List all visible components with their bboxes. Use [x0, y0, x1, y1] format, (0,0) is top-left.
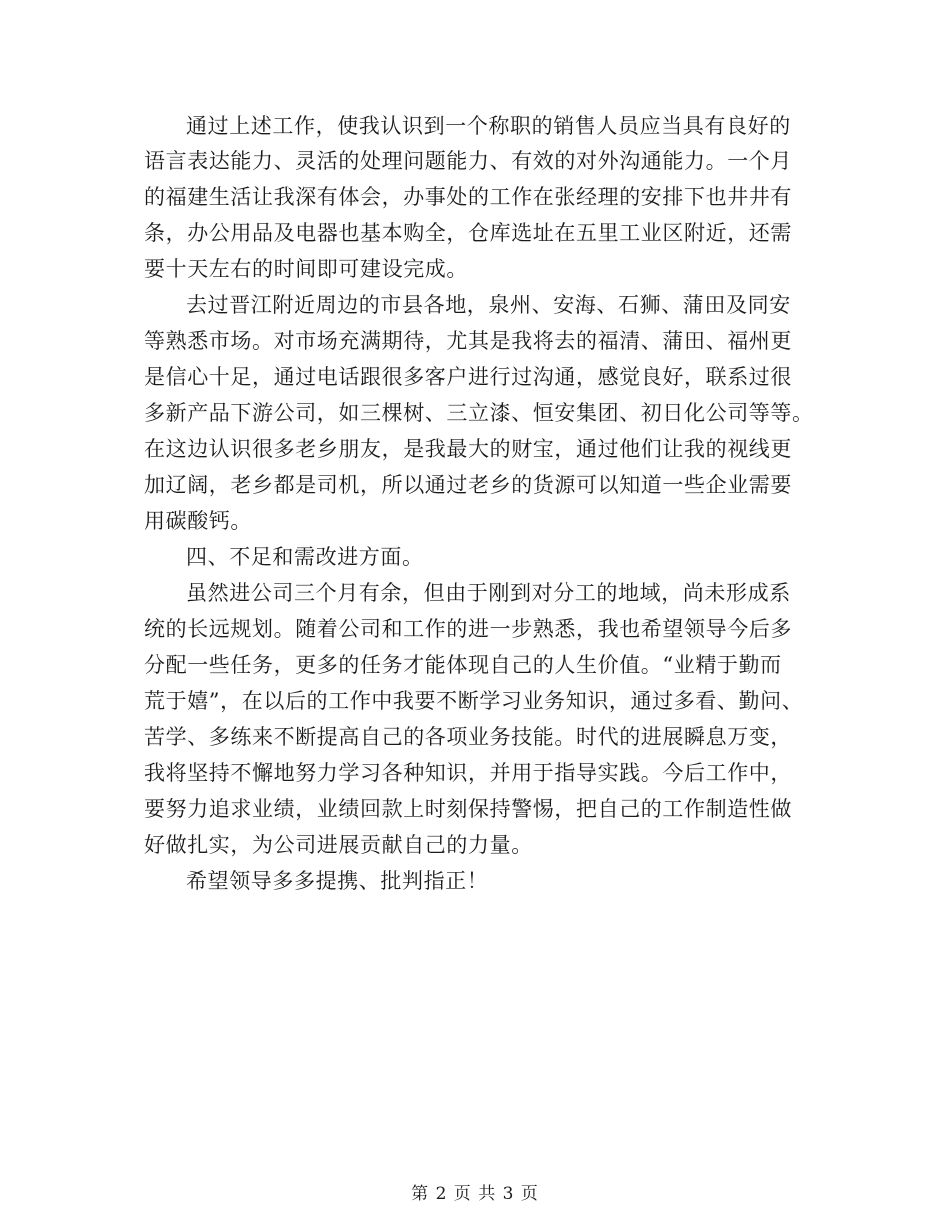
paragraph-line: 苦学、多练来不断提高自己的各项业务技能。时代的进展瞬息万变，	[144, 725, 792, 749]
paragraph-line: 是信心十足，通过电话跟很多客户进行过沟通，感觉良好，联系过很	[144, 365, 792, 389]
paragraph-line: 去过晋江附近周边的市县各地，泉州、安海、石狮、蒲田及同安	[186, 293, 791, 317]
paragraph-line: 要十天左右的时间即可建设完成。	[144, 257, 468, 281]
paragraph-line: 等熟悉市场。对市场充满期待，尤其是我将去的福清、蒲田、福州更	[144, 329, 792, 353]
paragraph-line: 要努力追求业绩，业绩回款上时刻保持警惕，把自己的工作制造性做	[144, 797, 792, 821]
paragraph-line: 荒于嬉”，在以后的工作中我要不断学习业务知识，通过多看、勤问、	[144, 689, 804, 713]
paragraph-line: 条，办公用品及电器也基本购全，仓库选址在五里工业区附近，还需	[144, 221, 792, 245]
paragraph-line: 的福建生活让我深有体会，办事处的工作在张经理的安排下也井井有	[144, 185, 792, 209]
paragraph-line: 我将坚持不懈地努力学习各种知识，并用于指导实践。今后工作中，	[144, 761, 792, 785]
paragraph-line: 通过上述工作，使我认识到一个称职的销售人员应当具有良好的	[186, 114, 791, 138]
paragraph-line: 好做扎实，为公司进展贡献自己的力量。	[144, 833, 533, 857]
paragraph-line: 语言表达能力、灵活的处理问题能力、有效的对外沟通能力。一个月	[144, 149, 792, 173]
paragraph-line: 统的长远规划。随着公司和工作的进一步熟悉，我也希望领导今后多	[144, 617, 792, 641]
paragraph-line: 分配一些任务，更多的任务才能体现自己的人生价值。“业精于勤而	[144, 653, 782, 677]
paragraph-line: 虽然进公司三个月有余，但由于刚到对分工的地域，尚未形成系	[186, 581, 791, 605]
page-number: 第 2 页 共 3 页	[411, 1184, 539, 1204]
closing-line: 希望领导多多提携、批判指正！	[186, 869, 489, 893]
paragraph-line: 多新产品下游公司，如三棵树、三立漆、恒安集团、初日化公司等等。	[144, 401, 814, 425]
paragraph-line: 加辽阔，老乡都是司机，所以通过老乡的货源可以知道一些企业需要	[144, 473, 792, 497]
paragraph-line: 用碳酸钙。	[144, 509, 252, 533]
paragraph-line: 在这边认识很多老乡朋友，是我最大的财宝，通过他们让我的视线更	[144, 437, 792, 461]
section-heading: 四、不足和需改进方面。	[186, 545, 424, 569]
